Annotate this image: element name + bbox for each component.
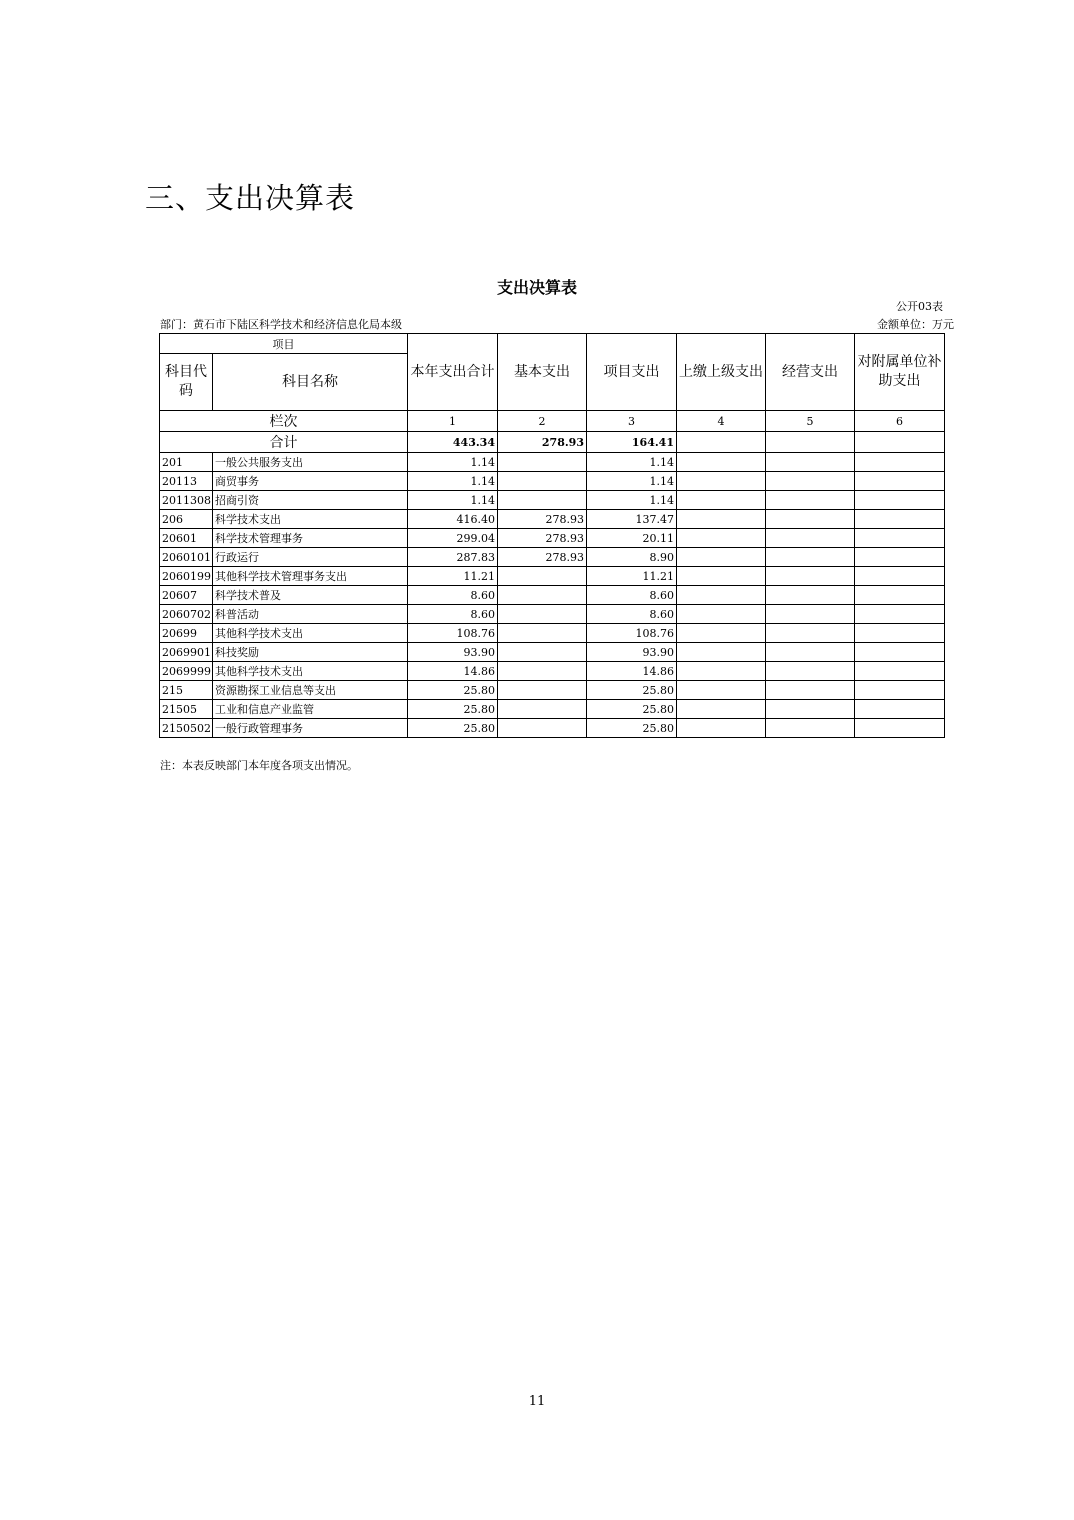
row-value: 14.86 xyxy=(408,662,498,681)
header-code: 科目代码 xyxy=(160,354,213,411)
row-value xyxy=(855,567,945,586)
row-name: 招商引资 xyxy=(213,491,408,510)
table-row xyxy=(160,548,945,567)
row-value: 25.80 xyxy=(408,681,498,700)
row-value: 287.83 xyxy=(408,548,498,567)
row-value xyxy=(498,605,587,624)
row-value xyxy=(766,472,855,491)
row-value: 1.14 xyxy=(408,453,498,472)
row-value xyxy=(855,681,945,700)
total-label: 合计 xyxy=(160,432,408,453)
row-value xyxy=(766,510,855,529)
table-row xyxy=(160,586,945,605)
header-col4: 上缴上级支出 xyxy=(677,334,766,411)
row-value: 1.14 xyxy=(408,491,498,510)
row-code: 206 xyxy=(160,510,213,529)
row-value xyxy=(498,681,587,700)
row-value xyxy=(855,548,945,567)
row-name: 科学技术管理事务 xyxy=(213,529,408,548)
table-note: 注：本表反映部门本年度各项支出情况。 xyxy=(160,759,358,772)
row-code: 2060199 xyxy=(160,567,213,586)
table-row xyxy=(160,567,945,586)
row-code: 2069901 xyxy=(160,643,213,662)
total-value xyxy=(766,432,855,453)
table-row xyxy=(160,453,945,472)
row-value xyxy=(677,453,766,472)
total-value xyxy=(855,432,945,453)
row-value xyxy=(855,624,945,643)
row-name: 一般行政管理事务 xyxy=(213,719,408,738)
row-value: 278.93 xyxy=(498,529,587,548)
header-seq-label: 栏次 xyxy=(160,411,408,432)
row-value xyxy=(855,586,945,605)
row-value xyxy=(766,700,855,719)
row-value xyxy=(766,605,855,624)
row-value xyxy=(677,719,766,738)
table-row xyxy=(160,624,945,643)
row-value xyxy=(677,643,766,662)
row-value: 1.14 xyxy=(587,472,677,491)
table-row xyxy=(160,491,945,510)
form-code: 公开03表 xyxy=(896,300,943,313)
seq-number: 2 xyxy=(498,411,587,432)
row-value xyxy=(677,681,766,700)
row-value: 25.80 xyxy=(408,719,498,738)
row-value: 108.76 xyxy=(587,624,677,643)
row-value xyxy=(855,472,945,491)
row-value xyxy=(766,624,855,643)
row-value xyxy=(766,643,855,662)
header-col5: 经营支出 xyxy=(766,334,855,411)
section-heading: 三、支出决算表 xyxy=(145,181,356,215)
row-value xyxy=(498,719,587,738)
row-code: 201 xyxy=(160,453,213,472)
row-code: 21505 xyxy=(160,700,213,719)
header-name: 科目名称 xyxy=(213,354,408,411)
row-value xyxy=(498,624,587,643)
row-value: 25.80 xyxy=(587,681,677,700)
row-value: 14.86 xyxy=(587,662,677,681)
row-name: 科技奖励 xyxy=(213,643,408,662)
total-value: 443.34 xyxy=(408,432,498,453)
row-value xyxy=(677,567,766,586)
row-value: 8.60 xyxy=(587,605,677,624)
row-name: 其他科学技术管理事务支出 xyxy=(213,567,408,586)
row-code: 2011308 xyxy=(160,491,213,510)
row-value: 25.80 xyxy=(587,719,677,738)
row-value xyxy=(677,662,766,681)
row-value: 93.90 xyxy=(408,643,498,662)
row-value xyxy=(677,548,766,567)
row-value xyxy=(766,453,855,472)
department-label: 部门：黄石市下陆区科学技术和经济信息化局本级 xyxy=(160,318,402,331)
total-row xyxy=(160,432,945,453)
row-value xyxy=(498,453,587,472)
expense-table xyxy=(159,333,945,738)
row-code: 2150502 xyxy=(160,719,213,738)
row-name: 一般公共服务支出 xyxy=(213,453,408,472)
row-value xyxy=(498,643,587,662)
row-code: 20607 xyxy=(160,586,213,605)
table-row xyxy=(160,510,945,529)
row-value xyxy=(855,529,945,548)
row-name: 其他科学技术支出 xyxy=(213,662,408,681)
row-value: 8.60 xyxy=(408,605,498,624)
row-name: 工业和信息产业监管 xyxy=(213,700,408,719)
row-value xyxy=(498,491,587,510)
row-value xyxy=(766,491,855,510)
row-code: 215 xyxy=(160,681,213,700)
total-value xyxy=(677,432,766,453)
total-value: 278.93 xyxy=(498,432,587,453)
header-col3: 项目支出 xyxy=(587,334,677,411)
unit-label: 金额单位：万元 xyxy=(877,318,954,331)
row-value: 278.93 xyxy=(498,510,587,529)
row-value: 11.21 xyxy=(408,567,498,586)
row-value xyxy=(677,510,766,529)
row-value xyxy=(766,529,855,548)
row-value xyxy=(855,605,945,624)
row-value: 25.80 xyxy=(587,700,677,719)
row-name: 商贸事务 xyxy=(213,472,408,491)
row-value xyxy=(855,719,945,738)
row-value xyxy=(766,662,855,681)
table-row xyxy=(160,700,945,719)
table-title: 支出决算表 xyxy=(496,278,577,297)
row-value: 1.14 xyxy=(408,472,498,491)
row-value: 278.93 xyxy=(498,548,587,567)
table-row xyxy=(160,605,945,624)
row-value xyxy=(677,624,766,643)
row-value xyxy=(855,453,945,472)
row-value xyxy=(677,472,766,491)
table-row xyxy=(160,472,945,491)
seq-number: 6 xyxy=(855,411,945,432)
row-value: 8.90 xyxy=(587,548,677,567)
row-name: 其他科学技术支出 xyxy=(213,624,408,643)
row-value xyxy=(855,700,945,719)
row-value: 1.14 xyxy=(587,491,677,510)
row-code: 20601 xyxy=(160,529,213,548)
row-value xyxy=(498,567,587,586)
row-code: 20113 xyxy=(160,472,213,491)
row-code: 20699 xyxy=(160,624,213,643)
row-value xyxy=(677,605,766,624)
row-code: 2060101 xyxy=(160,548,213,567)
row-value xyxy=(855,643,945,662)
page-number: 11 xyxy=(528,1394,546,1409)
header-project: 项目 xyxy=(160,334,408,354)
row-value: 416.40 xyxy=(408,510,498,529)
row-value xyxy=(855,491,945,510)
row-value: 137.47 xyxy=(587,510,677,529)
row-name: 科学技术支出 xyxy=(213,510,408,529)
table-row xyxy=(160,643,945,662)
header-col6: 对附属单位补助支出 xyxy=(855,334,945,411)
row-value: 1.14 xyxy=(587,453,677,472)
row-value: 108.76 xyxy=(408,624,498,643)
row-code: 2060702 xyxy=(160,605,213,624)
row-value xyxy=(766,586,855,605)
row-value xyxy=(766,719,855,738)
seq-number: 4 xyxy=(677,411,766,432)
row-value xyxy=(766,548,855,567)
row-value: 25.80 xyxy=(408,700,498,719)
row-name: 科学技术普及 xyxy=(213,586,408,605)
row-value xyxy=(855,662,945,681)
row-value xyxy=(677,529,766,548)
row-name: 科普活动 xyxy=(213,605,408,624)
row-value xyxy=(498,662,587,681)
header-col1: 本年支出合计 xyxy=(408,334,498,411)
row-value: 8.60 xyxy=(408,586,498,605)
row-code: 2069999 xyxy=(160,662,213,681)
row-value xyxy=(766,681,855,700)
row-value xyxy=(677,491,766,510)
row-value xyxy=(766,567,855,586)
row-value: 11.21 xyxy=(587,567,677,586)
row-name: 行政运行 xyxy=(213,548,408,567)
table-row xyxy=(160,662,945,681)
row-value xyxy=(855,510,945,529)
header-col2: 基本支出 xyxy=(498,334,587,411)
row-name: 资源勘探工业信息等支出 xyxy=(213,681,408,700)
row-value xyxy=(498,472,587,491)
table-row xyxy=(160,681,945,700)
row-value: 299.04 xyxy=(408,529,498,548)
row-value xyxy=(498,586,587,605)
row-value xyxy=(498,700,587,719)
row-value: 93.90 xyxy=(587,643,677,662)
table-row xyxy=(160,719,945,738)
total-value: 164.41 xyxy=(587,432,677,453)
seq-number: 3 xyxy=(587,411,677,432)
seq-number: 1 xyxy=(408,411,498,432)
seq-number: 5 xyxy=(766,411,855,432)
row-value xyxy=(677,586,766,605)
row-value: 20.11 xyxy=(587,529,677,548)
table-row xyxy=(160,529,945,548)
row-value xyxy=(677,700,766,719)
row-value: 8.60 xyxy=(587,586,677,605)
